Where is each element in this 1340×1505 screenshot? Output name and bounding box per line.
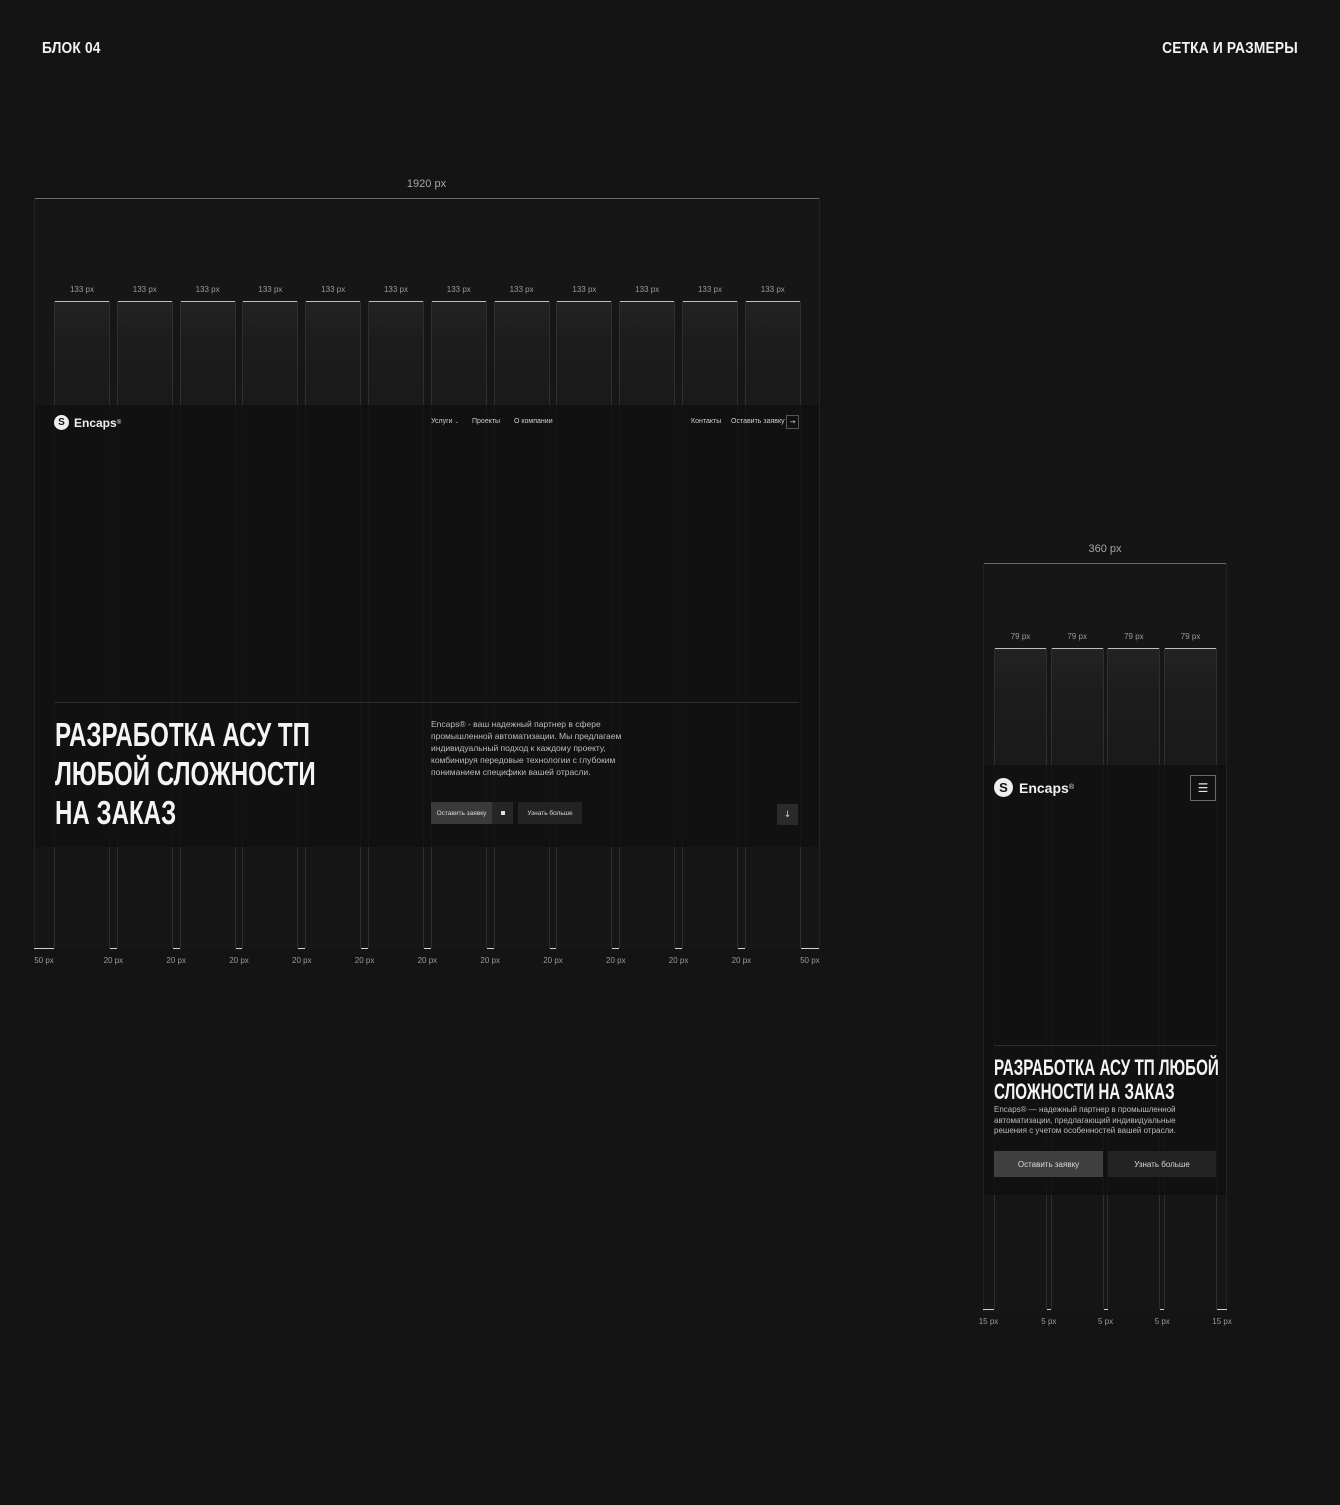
grid-column <box>54 301 110 405</box>
mobile-learn-more-button[interactable]: Узнать больше <box>1108 1151 1216 1177</box>
grid-column-width-label: 79 px <box>1124 632 1144 641</box>
mobile-hero-description: Encaps® — надежный партнер в промышленной автоматизации, предлагающий индивидуальные решения с учетом особенностей вашей отрасли. <box>994 1105 1176 1135</box>
grid-column-width-label: 133 px <box>258 285 283 294</box>
grid-column <box>117 301 173 405</box>
nav-request-arrow-button[interactable] <box>786 415 799 429</box>
grid-gap-label: 5 px <box>1154 1317 1170 1326</box>
grid-column-width-label: 133 px <box>69 285 95 294</box>
grid-gap-marker <box>173 948 180 949</box>
grid-column-width-line <box>682 301 738 302</box>
grid-column-width-line <box>745 301 801 302</box>
grid-gap-label: 5 px <box>1041 1317 1057 1326</box>
grid-gap-marker <box>110 948 117 949</box>
grid-gap-label: 15 px <box>978 1317 999 1326</box>
grid-column <box>180 301 236 405</box>
grid-gap-label: 20 px <box>543 956 563 965</box>
grid-column-width-label: 133 px <box>446 285 471 294</box>
grid-column-width-line <box>1164 648 1217 649</box>
grid-gap-marker <box>801 948 819 949</box>
desktop-learn-more-button[interactable]: Узнать больше <box>518 802 582 824</box>
grid-gap-marker <box>675 948 682 949</box>
mobile-request-button[interactable]: Оставить заявку <box>994 1151 1103 1177</box>
arrow-down-icon: ↓ <box>783 809 792 820</box>
grid-column-width-label: 133 px <box>195 285 220 294</box>
grid-gap-marker <box>298 948 305 949</box>
grid-column <box>682 301 738 405</box>
arrow-right-icon: → <box>789 418 796 426</box>
grid-gap-label: 20 px <box>166 956 186 965</box>
grid-gap-marker <box>236 948 243 949</box>
grid-column-width-line <box>180 301 236 302</box>
mobile-width-label: 360 px <box>1088 543 1122 555</box>
grid-column-width-label: 79 px <box>1180 632 1201 641</box>
grid-gap-marker <box>983 1309 994 1310</box>
desktop-request-button-dot[interactable] <box>492 802 513 824</box>
grid-gap-marker <box>1047 1309 1051 1310</box>
desktop-headline-line-1: РАЗРАБОТКА АСУ ТП <box>55 716 310 753</box>
grid-gap-marker <box>361 948 368 949</box>
block-number-label: БЛОК 04 <box>42 40 101 57</box>
menu-icon: ☰ <box>1197 781 1209 795</box>
grid-column <box>994 648 1047 765</box>
grid-column-width-label: 133 px <box>760 285 785 294</box>
grid-column-width-line <box>117 301 173 302</box>
grid-column <box>556 301 612 405</box>
nav-item-projects[interactable]: Проекты <box>472 418 501 425</box>
desktop-headline-line-2: ЛЮБОЙ СЛОЖНОСТИ <box>55 755 316 792</box>
desktop-hero-divider <box>54 702 799 703</box>
grid-column <box>1164 648 1217 765</box>
grid-column-width-line <box>54 301 110 302</box>
grid-column <box>368 301 424 405</box>
grid-gap-label: 20 px <box>103 956 124 965</box>
grid-gap-label: 20 px <box>731 956 752 965</box>
grid-column-width-line <box>1051 648 1104 649</box>
mobile-logo: S Encaps ® <box>994 778 1074 797</box>
grid-column-width-label: 133 px <box>321 285 346 294</box>
grid-column <box>619 301 675 405</box>
grid-gap-label: 15 px <box>1212 1317 1232 1326</box>
mobile-headline-line-2: СЛОЖНОСТИ НА ЗАКАЗ <box>994 1079 1175 1104</box>
nav-item-about[interactable]: О компании <box>514 418 553 425</box>
grid-column <box>431 301 487 405</box>
grid-gap-label: 20 px <box>480 956 500 965</box>
grid-column <box>242 301 298 405</box>
desktop-hero-description: Encaps® - ваш надежный партнер в сфере промышленной автоматизации. Мы предлагаем индивидуальный подход к каждому проекту, комбинируя передовые технологии с глубоким пониманием специфики вашей отрасли. <box>431 719 622 777</box>
desktop-logo: S Encaps ® <box>54 415 121 430</box>
grid-column <box>1051 648 1104 765</box>
grid-column-width-line <box>619 301 675 302</box>
grid-gap-label: 20 px <box>354 956 375 965</box>
grid-gap-marker <box>34 948 54 949</box>
desktop-headline-line-3: НА ЗАКАЗ <box>55 794 177 831</box>
grid-column <box>494 301 550 405</box>
grid-gap-marker <box>738 948 745 949</box>
encaps-logo-icon: S <box>994 778 1013 797</box>
grid-gap-label: 50 px <box>800 956 820 965</box>
grid-column-width-label: 133 px <box>132 285 157 294</box>
grid-gap-label: 20 px <box>417 956 438 965</box>
grid-gap-marker <box>424 948 431 949</box>
mobile-menu-button[interactable] <box>1190 775 1216 801</box>
grid-column <box>1107 648 1160 765</box>
grid-column-width-line <box>494 301 550 302</box>
grid-column-width-line <box>305 301 361 302</box>
grid-gap-label: 5 px <box>1097 1317 1114 1326</box>
grid-gap-marker <box>487 948 494 949</box>
grid-gap-label: 20 px <box>292 956 312 965</box>
grid-gap-marker <box>1160 1309 1164 1310</box>
grid-gap-marker <box>550 948 557 949</box>
grid-column-width-label: 133 px <box>509 285 534 294</box>
grid-gap-label: 20 px <box>229 956 249 965</box>
grid-column-width-line <box>1107 648 1160 649</box>
grid-gap-marker <box>612 948 619 949</box>
grid-column-width-label: 79 px <box>1010 632 1031 641</box>
nav-item-services[interactable]: Услуги ⌄ <box>431 418 459 425</box>
grid-gap-label: 50 px <box>34 956 54 965</box>
desktop-request-button[interactable]: Оставить заявку <box>431 802 492 824</box>
grid-gap-marker <box>1104 1309 1108 1310</box>
mobile-hero-divider <box>994 1045 1216 1046</box>
grid-column-width-line <box>556 301 612 302</box>
grid-column-width-label: 133 px <box>697 285 723 294</box>
grid-column-width-line <box>368 301 424 302</box>
grid-column <box>745 301 801 405</box>
grid-column-width-line <box>431 301 487 302</box>
grid-column-width-line <box>242 301 298 302</box>
grid-column-width-label: 133 px <box>572 285 597 294</box>
mobile-headline-line-1: РАЗРАБОТКА АСУ ТП ЛЮБОЙ <box>994 1055 1219 1080</box>
grid-gap-marker <box>1217 1309 1227 1310</box>
chevron-down-icon: ⌄ <box>454 419 459 425</box>
nav-request-link[interactable]: Оставить заявку <box>731 418 785 425</box>
encaps-logo-icon: S <box>54 415 69 430</box>
grid-column-width-label: 133 px <box>635 285 660 294</box>
desktop-width-label: 1920 px <box>406 178 447 190</box>
desktop-scroll-down-button[interactable] <box>777 804 798 825</box>
grid-gap-label: 20 px <box>668 956 689 965</box>
grid-gap-label: 20 px <box>606 956 626 965</box>
grid-column-width-label: 79 px <box>1067 632 1087 641</box>
grid-column-width-label: 133 px <box>383 285 409 294</box>
section-title-label: СЕТКА И РАЗМЕРЫ <box>1162 40 1298 57</box>
grid-column <box>305 301 361 405</box>
nav-item-contacts[interactable]: Контакты <box>691 418 722 425</box>
grid-column-width-line <box>994 648 1047 649</box>
